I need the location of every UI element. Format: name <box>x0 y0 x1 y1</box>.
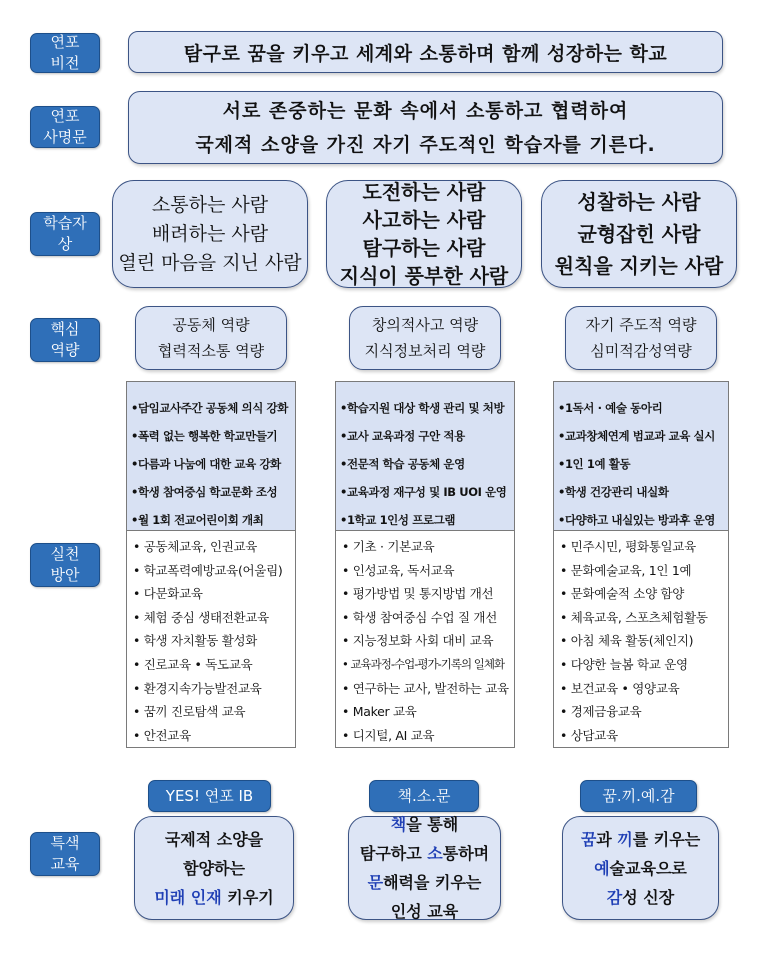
practice-1-bottom <box>127 531 295 751</box>
special-3-highlight: 예 <box>594 858 610 878</box>
practice-item: •학습지원 대상 학생 관리 및 처방 <box>340 401 505 415</box>
practice-item: • Maker 교육 <box>342 704 417 720</box>
practice-3-bottom <box>554 531 728 751</box>
learner-ideal-1-item: 배려하는 사람 <box>151 222 269 245</box>
special-3-highlight: 감 <box>606 887 623 907</box>
competency-2 <box>349 306 501 370</box>
label-practice <box>30 543 100 587</box>
label-vision-line2: 비전 <box>50 54 80 72</box>
special-2-highlight: 소 <box>427 844 443 863</box>
practice-column-3 <box>553 381 729 748</box>
label-learner <box>30 212 100 256</box>
special-1-highlight: 미래 인재 <box>154 887 222 907</box>
special-2-line: 인성 교육 <box>390 902 459 921</box>
label-mission-line2: 사명문 <box>43 128 87 146</box>
learner-ideal-3-item: 균형잡힌 사람 <box>577 222 701 246</box>
special-panel-2 <box>348 816 501 920</box>
practice-column-2 <box>335 381 515 748</box>
label-vision <box>30 33 100 73</box>
competency-1-item: 협력적소통 역량 <box>157 342 265 360</box>
practice-item: •월 1회 전교어린이회 개최 <box>131 513 264 527</box>
mission-line-2: 국제적 소양을 가진 자기 주도적인 학습자를 기른다. <box>195 133 656 156</box>
practice-2-bottom <box>336 531 514 751</box>
special-1-line: 국제적 소양을 <box>164 829 264 849</box>
special-1-line: 함양하는 <box>183 858 245 878</box>
label-vision-line1: 연포 <box>50 33 80 51</box>
competency-2-item: 창의적사고 역량 <box>371 316 479 334</box>
practice-item: •다양하고 내실있는 방과후 운영 <box>558 513 715 527</box>
label-special <box>30 832 100 876</box>
special-3-highlight: 꿈 <box>580 829 597 849</box>
label-special-line2: 교육 <box>50 855 80 873</box>
practice-item: • 체육교육, 스포츠체험활동 <box>560 609 708 625</box>
label-competency-line1: 핵심 <box>50 320 80 338</box>
practice-item: • 학생 자치활동 활성화 <box>133 633 258 649</box>
practice-item: • 체험 중심 생태전환교육 <box>133 609 269 625</box>
special-2-text: 을 통해 <box>406 815 459 834</box>
practice-item: • 문화예술적 소양 함양 <box>560 586 685 602</box>
learner-ideal-2-item: 탐구하는 사람 <box>362 236 486 260</box>
practice-item: • 디지털, AI 교육 <box>342 727 435 743</box>
practice-item: •학생 참여중심 학교문화 조성 <box>131 485 278 499</box>
special-tag-chaeksomun: 책.소.문 <box>369 780 479 812</box>
practice-item: •1인 1예 활동 <box>558 457 631 471</box>
vision-text: 탐구로 꿈을 키우고 세계와 소통하며 함께 성장하는 학교 <box>183 42 668 65</box>
special-2-highlight: 책 <box>390 815 407 834</box>
practice-item: • 보건교육 • 영양교육 <box>560 680 680 696</box>
practice-item: •다름과 나눔에 대한 교육 강화 <box>131 457 281 471</box>
practice-item: • 기초 · 기본교육 <box>342 539 435 554</box>
practice-2-top <box>336 382 514 531</box>
practice-item: •교육과정 재구성 및 IB UOI 운영 <box>340 485 507 499</box>
learner-ideal-1-item: 열린 마음을 지닌 사람 <box>118 251 302 274</box>
practice-item: • 문화예술교육, 1인 1예 <box>560 562 692 578</box>
competency-3-item: 자기 주도적 역량 <box>585 316 697 334</box>
practice-item: • 아침 체육 활동(체인지) <box>560 633 694 649</box>
practice-column-1 <box>126 381 296 748</box>
practice-item: •학생 건강관리 내실화 <box>558 485 669 499</box>
practice-item: •폭력 없는 행복한 학교만들기 <box>131 429 278 443</box>
practice-item: •1독서 · 예술 동아리 <box>558 401 663 415</box>
label-mission <box>30 106 100 148</box>
special-3-highlight: 끼 <box>617 829 633 849</box>
learner-ideal-2-item: 지식이 풍부한 사람 <box>339 264 509 288</box>
practice-item: •담임교사주간 공동체 의식 강화 <box>131 401 288 415</box>
practice-item: • 경제금융교육 <box>560 704 642 720</box>
label-practice-line2: 방안 <box>50 566 80 584</box>
label-special-line1: 특색 <box>50 834 80 852</box>
special-3-text: 를 키우는 <box>632 829 701 849</box>
practice-item: •교사 교육과정 구안 적용 <box>340 429 465 443</box>
practice-1-top <box>127 382 295 531</box>
practice-item: • 학생 참여중심 수업 질 개선 <box>342 609 497 625</box>
label-practice-line1: 실천 <box>50 545 80 563</box>
special-1-text: 키우기 <box>221 887 274 907</box>
competency-1-item: 공동체 역량 <box>172 316 250 334</box>
learner-ideal-3 <box>541 180 737 288</box>
practice-3-top <box>554 382 728 531</box>
practice-item: •전문적 학습 공동체 운영 <box>340 457 465 471</box>
practice-item: • 민주시민, 평화통일교육 <box>560 539 696 554</box>
label-mission-line1: 연포 <box>50 107 80 125</box>
competency-1 <box>135 306 287 370</box>
learner-ideal-2-item: 도전하는 사람 <box>362 180 486 204</box>
practice-item: • 교육과정-수업-평가-기록의 일체화 <box>342 656 505 671</box>
practice-item: • 환경지속가능발전교육 <box>133 680 262 696</box>
learner-ideal-3-item: 성찰하는 사람 <box>577 190 701 214</box>
practice-item: • 인성교육, 독서교육 <box>342 562 455 578</box>
special-3-text: 성 신장 <box>622 887 675 907</box>
mission-line-1: 서로 존중하는 문화 속에서 소통하고 협력하여 <box>222 99 629 122</box>
competency-2-item: 지식정보처리 역량 <box>364 342 486 360</box>
competency-3-item: 심미적감성역량 <box>590 342 692 360</box>
label-competency <box>30 318 100 362</box>
practice-item: • 공동체교육, 인권교육 <box>133 539 258 554</box>
vision-panel <box>128 31 723 73</box>
practice-item: • 상담교육 <box>560 727 618 743</box>
practice-item: •1학교 1인성 프로그램 <box>340 513 456 527</box>
special-3-text: 과 <box>596 829 618 849</box>
label-learner-line2: 상 <box>57 235 73 253</box>
special-panel-1 <box>134 816 294 920</box>
learner-ideal-2-item: 사고하는 사람 <box>362 208 486 232</box>
practice-item: • 연구하는 교사, 발전하는 교육 <box>342 680 509 696</box>
label-learner-line1: 학습자 <box>43 214 87 232</box>
learner-ideal-1-item: 소통하는 사람 <box>151 193 269 216</box>
special-panel-3 <box>562 816 719 920</box>
practice-item: • 안전교육 <box>133 727 191 743</box>
learner-ideal-2 <box>326 180 522 288</box>
mission-panel <box>128 91 723 164</box>
special-2-text: 통하며 <box>442 844 490 863</box>
special-3-text: 술교육으로 <box>609 858 687 878</box>
competency-3 <box>565 306 717 370</box>
practice-item: • 지능정보화 사회 대비 교육 <box>342 633 494 649</box>
learner-ideal-3-item: 원칙을 지키는 사람 <box>554 254 724 278</box>
practice-item: • 평가방법 및 통지방법 개선 <box>342 586 494 602</box>
practice-item: • 다문화교육 <box>133 586 203 602</box>
practice-item: •교과창체연계 범교과 교육 실시 <box>558 429 715 443</box>
special-2-text: 탐구하고 <box>359 844 428 863</box>
learner-ideal-1 <box>112 180 308 288</box>
practice-item: • 진로교육 • 독도교육 <box>133 656 253 672</box>
special-2-highlight: 문 <box>367 873 384 892</box>
special-tag-ib: YES! 연포 IB <box>148 780 271 812</box>
practice-item: • 학교폭력예방교육(어울림) <box>133 562 283 578</box>
label-competency-line2: 역량 <box>50 341 80 359</box>
practice-item: • 다양한 늘봄 학교 운영 <box>560 656 688 672</box>
special-2-text: 해력을 키우는 <box>383 873 482 892</box>
special-tag-kkumkkiyegam: 꿈.끼.예.감 <box>580 780 697 812</box>
practice-item: • 꿈끼 진로탐색 교육 <box>133 704 246 720</box>
